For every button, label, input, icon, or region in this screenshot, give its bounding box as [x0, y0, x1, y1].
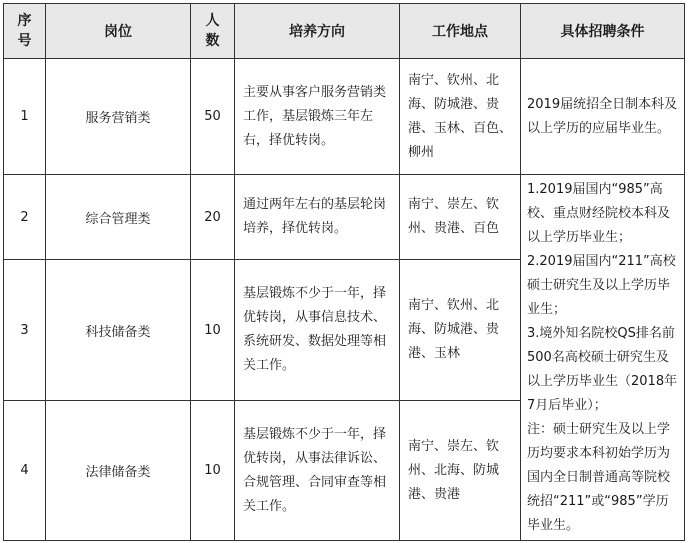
table-row [4, 175, 685, 260]
row-requirements: 2019届统招全日制本科及以上学历的应届毕业生。 [521, 59, 685, 175]
header-requirements: 具体招聘条件 [521, 4, 685, 59]
recruitment-table [3, 3, 685, 541]
requirement-item: 3.境外知名院校QS排名前500名高校硕士研究生及以上学历毕业生（2018年7月后毕业）； [527, 325, 678, 413]
row-position: 科技储备类 [46, 260, 191, 401]
row-location: 南宁、钦州、北海、防城港、贵港、玉林、百色、柳州 [400, 59, 521, 175]
header-row [4, 4, 685, 59]
row-count: 10 [191, 401, 235, 541]
table-row [4, 59, 685, 175]
row-training: 基层锻炼不少于一年，择优转岗，从事信息技术、系统研发、数据处理等相关工作。 [235, 260, 400, 401]
row-location: 南宁、钦州、北海、防城港、贵港、玉林 [400, 260, 521, 401]
row-count: 10 [191, 260, 235, 401]
row-requirements-merged [521, 175, 685, 541]
row-position: 服务营销类 [46, 59, 191, 175]
header-count [191, 4, 235, 59]
row-training: 通过两年左右的基层轮岗培养，择优转岗。 [235, 175, 400, 260]
header-seq-char2: 号 [17, 33, 32, 49]
header-seq [4, 4, 46, 59]
row-training: 基层锻炼不少于一年，择优转岗，从事法律诉讼、合规管理、合同审查等相关工作。 [235, 401, 400, 541]
header-seq-char1: 序 [17, 13, 32, 29]
row-location: 南宁、崇左、钦州、北海、防城港、贵港 [400, 401, 521, 541]
row-seq: 1 [4, 59, 46, 175]
row-count: 50 [191, 59, 235, 175]
row-location: 南宁、崇左、钦州、贵港、百色 [400, 175, 521, 260]
row-position: 法律储备类 [46, 401, 191, 541]
header-count-char2: 数 [205, 33, 220, 49]
row-seq: 3 [4, 260, 46, 401]
row-training: 主要从事客户服务营销类工作，基层锻炼三年左右，择优转岗。 [235, 59, 400, 175]
requirement-note: 注：硕士研究生及以上学历均要求本科初始学历为国内全日制普通高等院校统招“211”或“985”学历毕业生。 [527, 421, 671, 533]
row-position: 综合管理类 [46, 175, 191, 260]
row-seq: 4 [4, 401, 46, 541]
header-count-char1: 人 [205, 13, 220, 29]
row-count: 20 [191, 175, 235, 260]
row-seq: 2 [4, 175, 46, 260]
header-training: 培养方向 [235, 4, 400, 59]
header-location: 工作地点 [400, 4, 521, 59]
requirement-item: 1.2019届国内“985”高校、重点财经院校本科及以上学历毕业生； [527, 181, 671, 245]
header-position: 岗位 [46, 4, 191, 59]
requirement-item: 2.2019届国内“211”高校硕士研究生及以上学历毕业生； [527, 253, 676, 317]
